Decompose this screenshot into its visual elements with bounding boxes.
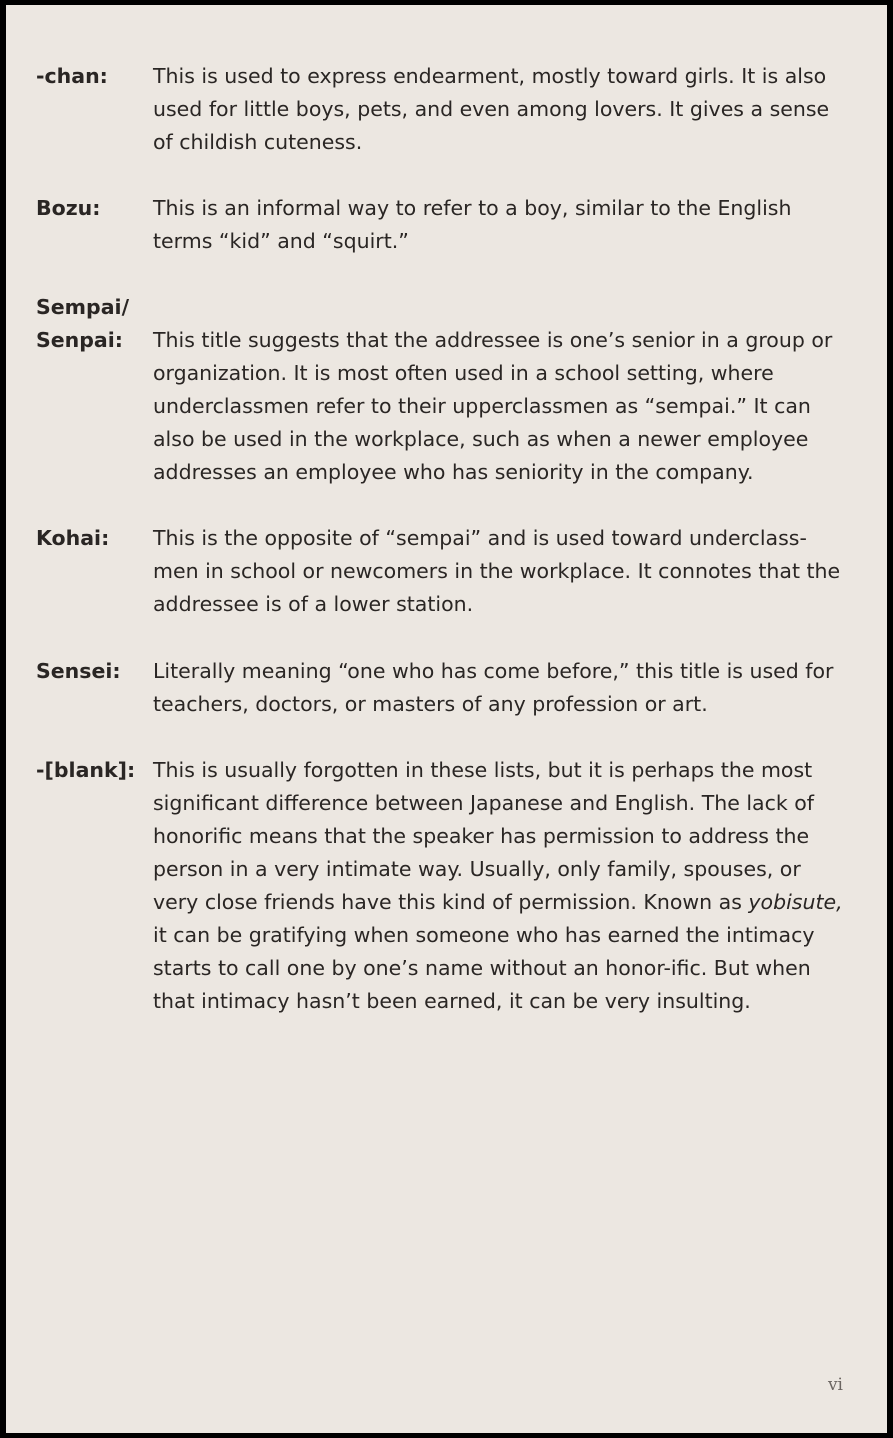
glossary-term: Kohai: bbox=[36, 526, 110, 550]
glossary-term-line-1: Sempai/ bbox=[36, 295, 130, 319]
definition-text: it can be gratifying when someone who has earned the intimacy starts to call one by one’s name without an honor-ific. But when that intimacy hasn’t been earned, it can be very insulting. bbox=[153, 923, 815, 1013]
glossary-definition: This is an informal way to refer to a boy, similar to the English terms “kid” and “squirt.” bbox=[153, 196, 792, 253]
definition-text: This is usually forgotten in these lists, but it is perhaps the most significant difference between Japanese and English. The lack of honorific means that the speaker has permission to address the person in a very intimate way. Usually, only family, spouses, or very close friends have this kind of permission. Known as bbox=[153, 758, 815, 914]
glossary-term: Bozu: bbox=[36, 196, 101, 220]
glossary-term: -chan: bbox=[36, 64, 108, 88]
glossary-definition: This is used to express endearment, mostly toward girls. It is also used for little boys, pets, and even among lovers. It gives a sense of childish cuteness. bbox=[153, 64, 830, 154]
page-number: vi bbox=[827, 1375, 843, 1395]
glossary-definition: Literally meaning “one who has come before,” this title is used for teachers, doctors, or masters of any profession or art. bbox=[153, 659, 834, 716]
glossary-term: -[blank]: bbox=[36, 758, 136, 782]
glossary-term-line-2: Senpai: bbox=[36, 328, 123, 352]
glossary-term: Sensei: bbox=[36, 659, 121, 683]
book-page bbox=[6, 5, 887, 1433]
glossary-definition: This title suggests that the addressee is one’s senior in a group or organization. It is most often used in a school setting, where underclassmen refer to their upperclassmen as “sempai.” It can also be used in the workplace, such as when a newer employee addresses an employee who has seniority in the company. bbox=[153, 328, 833, 484]
definition-italic-term: yobisute, bbox=[748, 890, 843, 914]
glossary-definition bbox=[153, 754, 843, 1018]
glossary-definition: This is the opposite of “sempai” and is used toward underclass-men in school or newcomers in the workplace. It connotes that the addressee is of a lower station. bbox=[153, 526, 841, 616]
glossary-term bbox=[36, 291, 129, 357]
